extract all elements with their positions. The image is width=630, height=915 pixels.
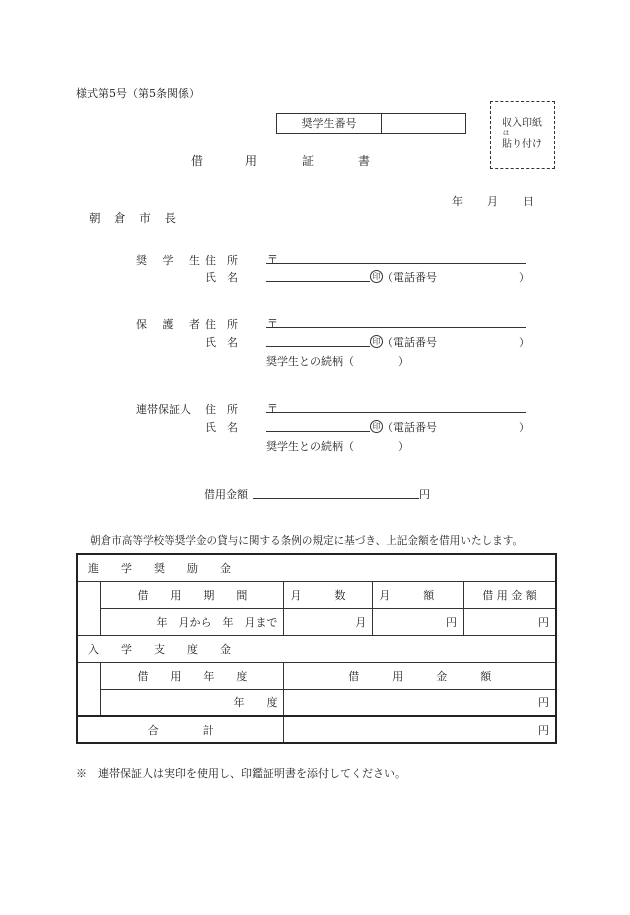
header-period: 借 用 期 間 [101, 581, 284, 608]
title-char-2: 用 [245, 154, 258, 168]
amount-field[interactable] [253, 498, 419, 499]
stamp-small: は [503, 130, 510, 137]
phone-label: （電話番号 [382, 271, 437, 284]
address-label: 住 所 [205, 254, 238, 267]
statement: 朝倉市高等学校等奨学金の貸与に関する条例の規定に基づき、上記金額を借用いたします。 [90, 535, 524, 547]
name-field[interactable] [266, 346, 370, 347]
indent-cell [77, 689, 101, 716]
section-entrance: 入 学 支 度 金 [77, 635, 556, 662]
indent-cell [77, 608, 101, 635]
party-role: 保 護 者 [136, 318, 206, 331]
header-total: 借 用 金 額 [463, 581, 556, 608]
party-role: 奨 学 生 [136, 254, 206, 267]
form-number: 様式第5号（第5条関係） [76, 87, 200, 100]
name-field[interactable] [266, 431, 370, 432]
section-scholarship: 進 学 奨 励 金 [77, 554, 556, 581]
indent-cell [77, 662, 101, 689]
period-value[interactable]: 年 月から 年 月まで [101, 608, 284, 635]
sum-label: 合 計 [77, 716, 284, 743]
name-label: 氏 名 [205, 271, 238, 284]
title-char-1: 借 [191, 154, 204, 168]
relation-field[interactable]: 奨学生との続柄（ ） [266, 355, 409, 368]
address-field[interactable] [266, 263, 526, 264]
scholar-number-box [276, 113, 466, 134]
phone-close: ） [519, 271, 530, 284]
title-char-4: 書 [358, 154, 371, 168]
months-value[interactable]: 月 [284, 608, 373, 635]
sum-value[interactable]: 円 [284, 716, 556, 743]
date-day: 日 [523, 195, 534, 208]
header-months: 月 数 [284, 581, 373, 608]
amount-unit: 円 [419, 488, 430, 501]
revenue-stamp-box [490, 101, 555, 169]
year-value[interactable]: 年 度 [101, 689, 284, 716]
total-value[interactable]: 円 [538, 615, 549, 629]
monthly-value[interactable]: 円 [373, 608, 464, 635]
note: ※ 連帯保証人は実印を使用し、印鑑証明書を添付してください。 [76, 767, 406, 780]
address-label: 住 所 [205, 318, 238, 331]
stamp-line2: 貼り付け [502, 139, 542, 150]
title-char-3: 証 [302, 154, 315, 168]
addressee: 朝 倉 市 長 [89, 211, 181, 225]
date-year: 年 [452, 195, 463, 208]
party-role: 連帯保証人 [136, 403, 191, 416]
scholar-number-field[interactable] [382, 114, 465, 133]
scholar-number-label: 奨学生番号 [277, 114, 382, 133]
header-amount: 借 用 金 額 [284, 662, 556, 689]
stamp-line1: 収入印紙 [502, 118, 542, 129]
address-field[interactable] [266, 412, 526, 413]
header-year: 借 用 年 度 [101, 662, 284, 689]
amount-label: 借用金額 [204, 488, 248, 501]
phone-close: ） [519, 421, 530, 434]
address-field[interactable] [266, 327, 526, 328]
phone-close: ） [519, 336, 530, 349]
phone-label: （電話番号 [382, 336, 437, 349]
amount-value[interactable]: 円 [538, 696, 549, 710]
seal-glyph: 印 [370, 420, 383, 433]
seal-glyph: 印 [370, 335, 383, 348]
relation-field[interactable]: 奨学生との続柄（ ） [266, 440, 409, 453]
indent-cell [77, 581, 101, 608]
name-label: 氏 名 [205, 421, 238, 434]
header-monthly: 月 額 [373, 581, 464, 608]
seal-glyph: 印 [370, 270, 383, 283]
date-month: 月 [487, 195, 498, 208]
phone-label: （電話番号 [382, 421, 437, 434]
address-label: 住 所 [205, 403, 238, 416]
loan-table [76, 553, 557, 744]
postal-mark: 〒 [267, 253, 278, 266]
name-field[interactable] [266, 281, 370, 282]
name-label: 氏 名 [205, 336, 238, 349]
postal-mark: 〒 [267, 402, 278, 415]
postal-mark: 〒 [267, 317, 278, 330]
